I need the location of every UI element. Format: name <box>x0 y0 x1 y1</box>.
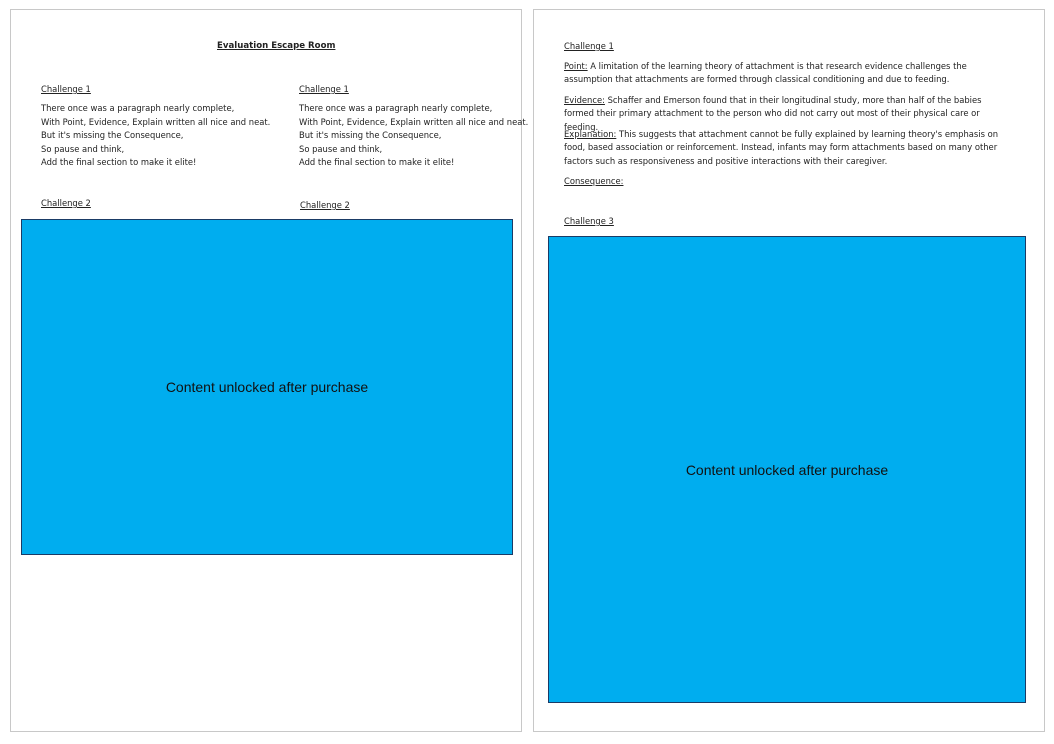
document-page-2 <box>533 9 1045 732</box>
consequence-label: Consequence: <box>564 176 624 186</box>
poem-line: So pause and think, <box>41 143 125 154</box>
point-label: Point: <box>564 61 588 71</box>
poem-line: Add the final section to make it elite! <box>41 157 197 167</box>
challenge1-heading-col1: Challenge 1 <box>41 84 91 94</box>
evidence-text: Schaffer and Emerson found that in their longitudinal study, more than half of the babies formed their primary attachment to the person who did not carry out most of their physical care or feeding. <box>564 95 982 132</box>
evidence-label: Evidence: <box>564 95 605 105</box>
poem-line: With Point, Evidence, Explain written all nice and neat. <box>299 116 529 127</box>
poem-col1 <box>41 102 270 170</box>
challenge1-heading-col2: Challenge 1 <box>299 84 349 94</box>
explanation-label: Explanation: <box>564 129 617 139</box>
explanation-text: This suggests that attachment cannot be fully explained by learning theory's emphasis on food, based association or reinforcement. Instead, infants may form attachments based on many other factors such as responsiveness and positive interactions with their caregiver. <box>564 129 999 166</box>
point-text: A limitation of the learning theory of attachment is that research evidence challenges the assumption that attachments are formed through classical conditioning and due to feeding. <box>564 61 967 85</box>
point-paragraph <box>564 60 1009 87</box>
challenge1-heading: Challenge 1 <box>564 41 614 51</box>
poem-line: There once was a paragraph nearly complete, <box>299 103 493 113</box>
challenge2-heading-col1: Challenge 2 <box>41 198 91 208</box>
poem-line: There once was a paragraph nearly complete, <box>41 103 235 113</box>
challenge2-heading-col2: Challenge 2 <box>300 200 350 210</box>
poem-line: Add the final section to make it elite! <box>299 157 455 167</box>
explanation-paragraph <box>564 128 1009 168</box>
poem-col2 <box>299 102 528 170</box>
locked-content-overlay[interactable] <box>548 236 1026 703</box>
document-page-1 <box>10 9 529 732</box>
document-title: Evaluation Escape Room <box>217 41 336 51</box>
locked-content-overlay[interactable] <box>21 219 513 555</box>
poem-line: But it's missing the Consequence, <box>299 130 442 140</box>
poem-line: With Point, Evidence, Explain written all nice and neat. <box>41 116 271 127</box>
poem-line: But it's missing the Consequence, <box>41 130 184 140</box>
overlay-text: Content unlocked after purchase <box>685 461 889 478</box>
overlay-text: Content unlocked after purchase <box>165 379 369 395</box>
poem-line: So pause and think, <box>299 143 383 154</box>
challenge3-heading: Challenge 3 <box>564 216 614 226</box>
